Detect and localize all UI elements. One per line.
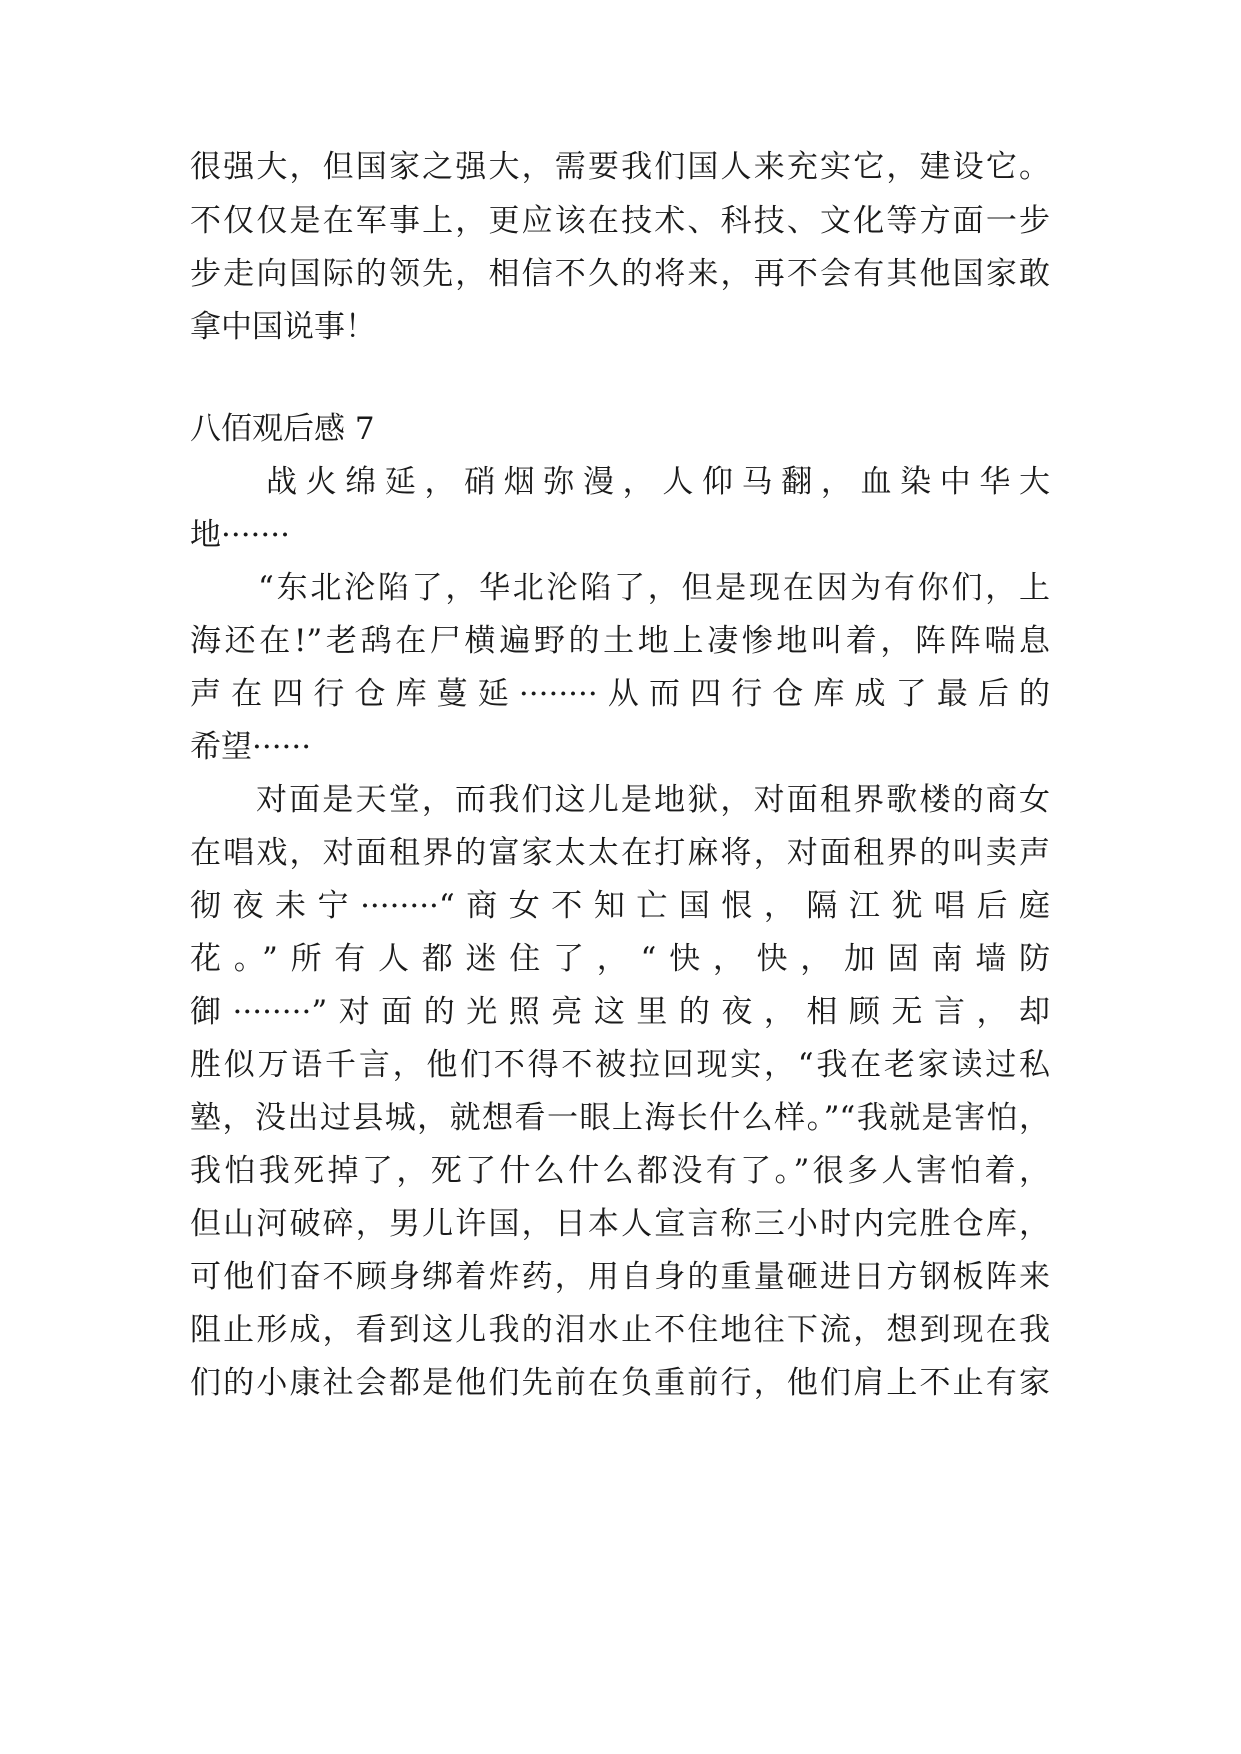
paragraph-line: 很强大，但国家之强大，需要我们国人来充实它，建设它。	[190, 149, 1050, 185]
paragraph-line: 阻止形成，看到这儿我的泪水止不住地往下流，想到现在我	[190, 1312, 1050, 1348]
paragraph-line: 拿中国说事！	[190, 309, 376, 345]
paragraph-line: 不仅仅是在军事上，更应该在技术、科技、文化等方面一步	[190, 203, 1050, 239]
paragraph-line: 彻夜未宁········“商女不知亡国恨，隔江犹唱后庭	[190, 888, 1050, 924]
paragraph-line: 可他们奋不顾身绑着炸药，用自身的重量砸进日方钢板阵来	[190, 1259, 1050, 1295]
paragraph-line: 们的小康社会都是他们先前在负重前行，他们肩上不止有家	[190, 1365, 1050, 1401]
paragraph-line: 御········”对面的光照亮这里的夜，相顾无言，却	[190, 994, 1050, 1030]
paragraph-line: 我怕我死掉了，死了什么什么都没有了。”很多人害怕着，	[190, 1153, 1050, 1189]
paragraph-line: “东北沦陷了，华北沦陷了，但是现在因为有你们，上	[258, 570, 1050, 606]
paragraph-line: 希望······	[190, 729, 312, 765]
paragraph-line: 步走向国际的领先，相信不久的将来，再不会有其他国家敢	[190, 256, 1050, 292]
paragraph-line: 胜似万语千言，他们不得不被拉回现实，“我在老家读过私	[190, 1047, 1050, 1083]
paragraph-line: 对面是天堂，而我们这儿是地狱，对面租界歌楼的商女	[256, 782, 1050, 818]
section-heading: 八佰观后感 7	[190, 411, 375, 447]
paragraph-line: 花。”所有人都迷住了，“快，快，加固南墙防	[190, 941, 1050, 977]
paragraph-line: 海还在!”老鸹在尸横遍野的土地上凄惨地叫着，阵阵喘息	[190, 623, 1050, 659]
paragraph-line: 战火绵延，硝烟弥漫，人仰马翻，血染中华大	[266, 464, 1050, 500]
paragraph-line: 但山河破碎，男儿许国，日本人宣言称三小时内完胜仓库，	[190, 1206, 1050, 1242]
paragraph-line: 声在四行仓库蔓延········从而四行仓库成了最后的	[190, 676, 1050, 712]
paragraph-line: 地·······	[190, 517, 290, 553]
paragraph-line: 在唱戏，对面租界的富家太太在打麻将，对面租界的叫卖声	[190, 835, 1050, 871]
paragraph-line: 塾，没出过县城，就想看一眼上海长什么样。”“我就是害怕，	[190, 1100, 1050, 1136]
